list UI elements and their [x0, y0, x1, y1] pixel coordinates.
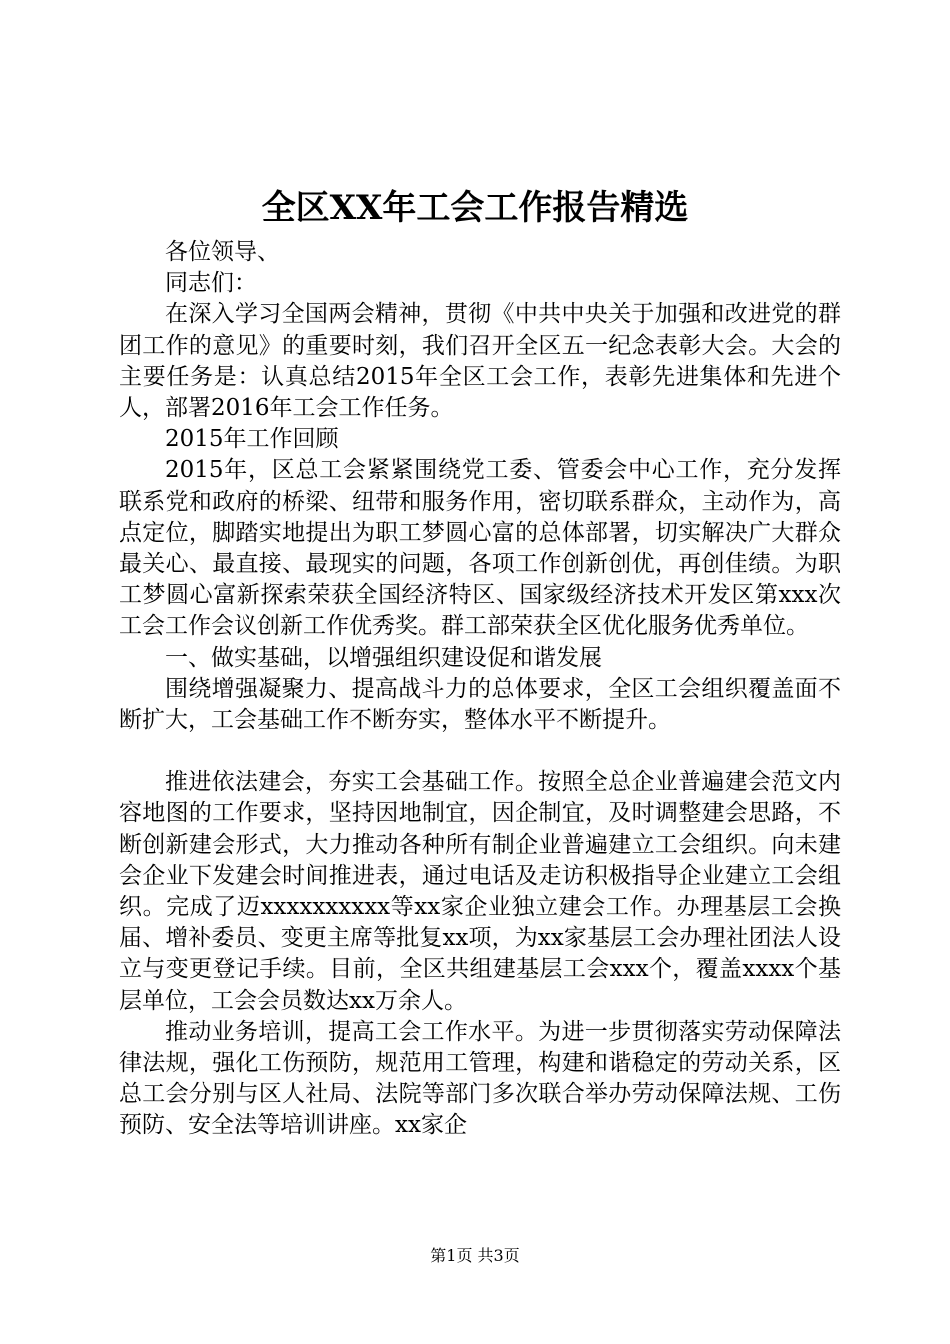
- section-heading-review: 2015年工作回顾: [165, 426, 339, 453]
- organization-paragraph: 推进依法建会，夯实工会基础工作。按照全总企业普遍建会范文内容地图的工作要求，坚持因地制宜，因企制宜，及时调整建会思路，不断创新建会形式，大力推动各种所有制企业普遍建立工会组织。向未建会企业下发建会时间推进表，通过电话及走访积极指导企业建立工会组织。完成了迈xxxxxxxxxx等xx家企业独立建会工作。办理基层工会换届、增补委员、变更主席等批复xx项，为xx家基层工会办理社团法人设立与变更登记手续。目前，全区共组建基层工会xxx个，覆盖xxxx个基层单位，工会会员数达xx万余人。: [119, 769, 841, 1014]
- page-footer: 第1页 共3页: [430, 1246, 520, 1265]
- document-title: 全区XX年工会工作报告精选: [261, 188, 689, 228]
- salutation-line-1: 各位领导、: [165, 239, 280, 265]
- section-heading-foundation: 一、做实基础，以增强组织建设促和谐发展: [165, 644, 602, 671]
- review-paragraph: 2015年，区总工会紧紧围绕党工委、管委会中心工作，充分发挥联系党和政府的桥梁、纽带和服务作用，密切联系群众，主动作为，高点定位，脚踏实地提出为职工梦圆心富的总体部署，切实解决广大群众最关心、最直接、最现实的问题，各项工作创新创优，再创佳绩。为职工梦圆心富新探索荣获全国经济特区、国家级经济技术开发区第xxx次工会工作会议创新工作优秀奖。群工部荣获全区优化服务优秀单位。: [119, 457, 841, 640]
- salutation-line-2: 同志们：: [165, 270, 257, 297]
- document-body: [119, 237, 841, 1142]
- intro-paragraph: 在深入学习全国两会精神，贯彻《中共中央关于加强和改进党的群团工作的意见》的重要时刻，我们召开全区五一纪念表彰大会。大会的主要任务是：认真总结2015年全区工会工作，表彰先进集体和先进个人，部署2016年工会工作任务。: [119, 301, 841, 422]
- training-paragraph: 推动业务培训，提高工会工作水平。为进一步贯彻落实劳动保障法律法规，强化工伤预防，规范用工管理，构建和谐稳定的劳动关系，区总工会分别与区人社局、法院等部门多次联合举办劳动保障法规、工伤预防、安全法等培训讲座。xx家企: [119, 1018, 841, 1139]
- foundation-summary-paragraph: 围绕增强凝聚力、提高战斗力的总体要求，全区工会组织覆盖面不断扩大，工会基础工作不断夯实，整体水平不断提升。: [119, 675, 841, 734]
